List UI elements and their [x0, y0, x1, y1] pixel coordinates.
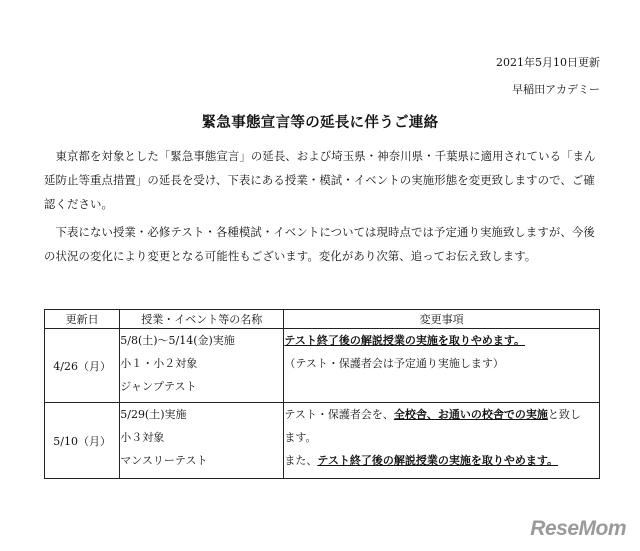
paragraph-line: の状況の変化により変更となる可能性もございます。変化があり次第、追ってお伝え致します。 — [44, 249, 537, 263]
organization-name: 早稲田アカデミー — [512, 83, 600, 96]
row-event-name — [120, 403, 284, 479]
row-date: 5/10（月） — [45, 403, 120, 479]
resemom-logo: ReseMom — [530, 517, 626, 540]
event-line: ジャンプテスト — [120, 380, 197, 393]
event-line: 5/29(土)実施 — [120, 408, 187, 421]
table-row — [45, 403, 600, 479]
change-text: テスト・保護者会を、 — [284, 408, 394, 421]
change-text: ます。 — [284, 431, 317, 444]
notice-paragraph-1 — [44, 144, 604, 216]
header-event-name: 授業・イベント等の名称 — [120, 310, 284, 329]
event-line: 小１・小２対象 — [120, 357, 198, 370]
table-row — [45, 329, 600, 403]
row-event-name — [120, 329, 284, 403]
header-changes: 変更事項 — [284, 310, 600, 329]
update-date: 2021年5月10日更新 — [496, 56, 600, 69]
table-header-row — [45, 310, 600, 329]
event-line: 5/8(土)～5/14(金)実施 — [120, 334, 235, 347]
change-text: また、 — [284, 454, 318, 467]
change-note: （テスト・保護者会は予定通り実施します） — [284, 357, 504, 370]
header-update-date: 更新日 — [45, 310, 120, 329]
page-title: 緊急事態宣言等の延長に伴うご連絡 — [201, 114, 439, 131]
change-emphasis: テスト終了後の解説授業の実施を取りやめます。 — [284, 334, 526, 347]
change-emphasis: テスト終了後の解説授業の実施を取りやめます。 — [317, 454, 559, 467]
change-emphasis: 全校舎、お通いの校舎での実施 — [393, 408, 548, 421]
event-line: 小３対象 — [120, 431, 165, 444]
event-line: マンスリーテスト — [120, 454, 208, 467]
paragraph-line: 認ください。 — [44, 197, 113, 211]
changes-table — [44, 309, 600, 479]
change-text: と致し — [547, 408, 581, 421]
paragraph-line: 東京都を対象とした「緊急事態宣言」の延長、および埼玉県・神奈川県・千葉県に適用されている「まん — [44, 149, 596, 163]
paragraph-line: 延防止等重点措置」の延長を受け、下表にある授業・模試・イベントの実施形態を変更致しますので、ご確 — [44, 173, 595, 187]
row-change — [284, 403, 600, 479]
row-change — [284, 329, 600, 403]
notice-paragraph-2 — [44, 220, 604, 268]
row-date: 4/26（月） — [45, 329, 120, 403]
paragraph-line: 下表にない授業・必修テスト・各種模試・イベントについては現時点では予定通り実施致しますが、今後 — [44, 225, 595, 239]
